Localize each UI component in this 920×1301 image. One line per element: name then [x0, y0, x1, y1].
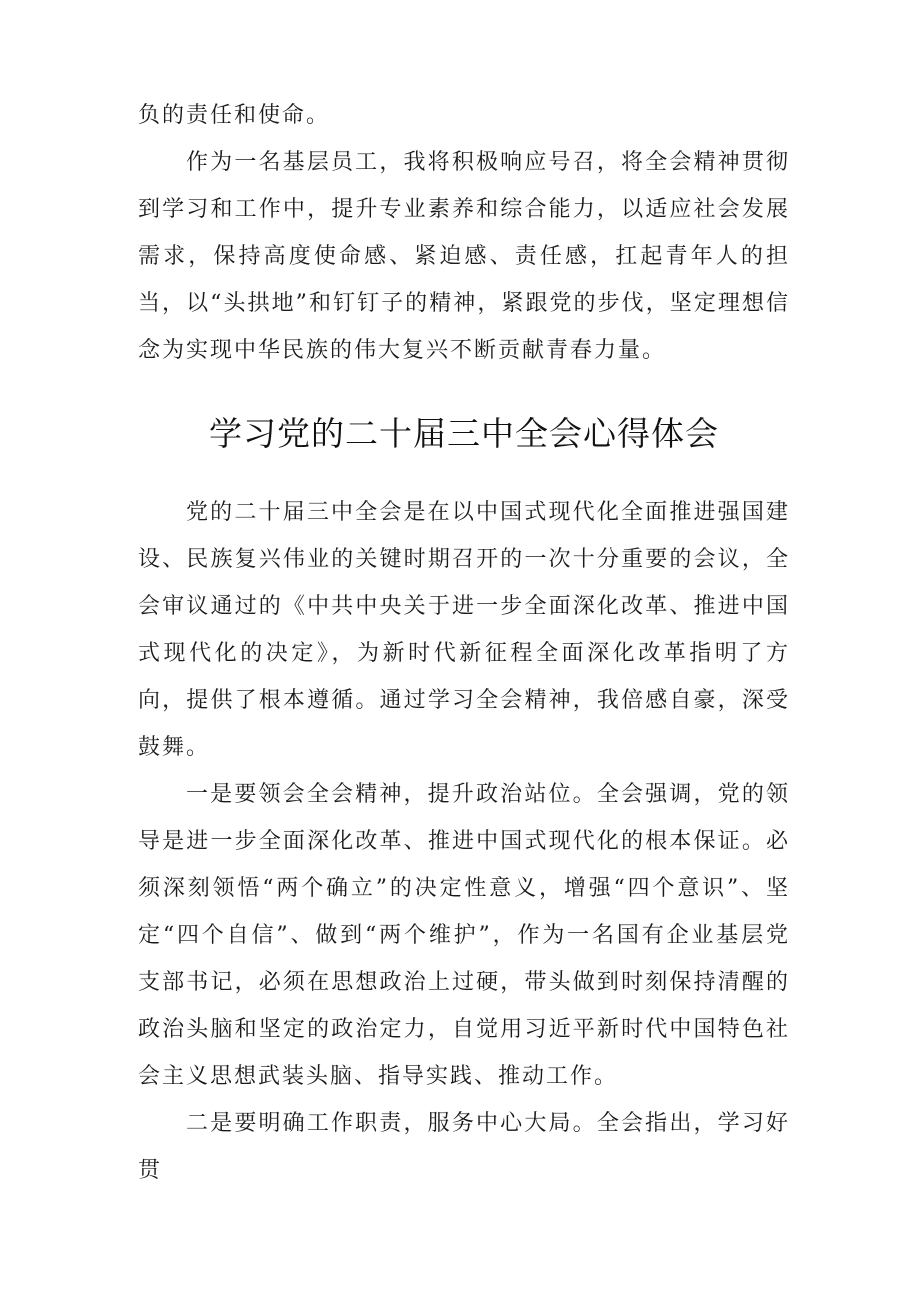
paragraph-continuation: 负的责任和使命。	[138, 103, 331, 128]
paragraph-point-one: 一是要领会全会精神，提升政治站位。全会强调，党的领导是进一步全面深化改革、推进中国式现代化的根本保证。必须深刻领悟“两个确立”的决定性意义，增强“四个意识”、坚定“四个自信”、做到“两个维护”，作为一名国有企业基层党支部书记，必须在思想政治上过硬，带头做到时刻保持清醒的政治头脑和坚定的政治定力，自觉用习近平新时代中国特色社会主义思想武装头脑、指导实践、推动工作。	[138, 782, 790, 1089]
document-body	[138, 92, 790, 1194]
article-title: 学习党的二十届三中全会心得体会	[209, 414, 719, 453]
paragraph-introduction: 党的二十届三中全会是在以中国式现代化全面推进强国建设、民族复兴伟业的关键时期召开的一次十分重要的会议，全会审议通过的《中共中央关于进一步全面深化改革、推进中国式现代化的决定》，为新时代新征程全面深化改革指明了方向，提供了根本遵循。通过学习全会精神，我倍感自豪，深受鼓舞。	[138, 500, 790, 760]
paragraph-point-two: 二是要明确工作职责，服务中心大局。全会指出，学习好贯	[138, 1111, 790, 1183]
paragraph-commitment: 作为一名基层员工，我将积极响应号召，将全会精神贯彻到学习和工作中，提升专业素养和综合能力，以适应社会发展需求，保持高度使命感、紧迫感、责任感，扛起青年人的担当，以“头拱地”和钉钉子的精神，紧跟党的步伐，坚定理想信念为实现中华民族的伟大复兴不断贡献青春力量。	[138, 150, 790, 363]
